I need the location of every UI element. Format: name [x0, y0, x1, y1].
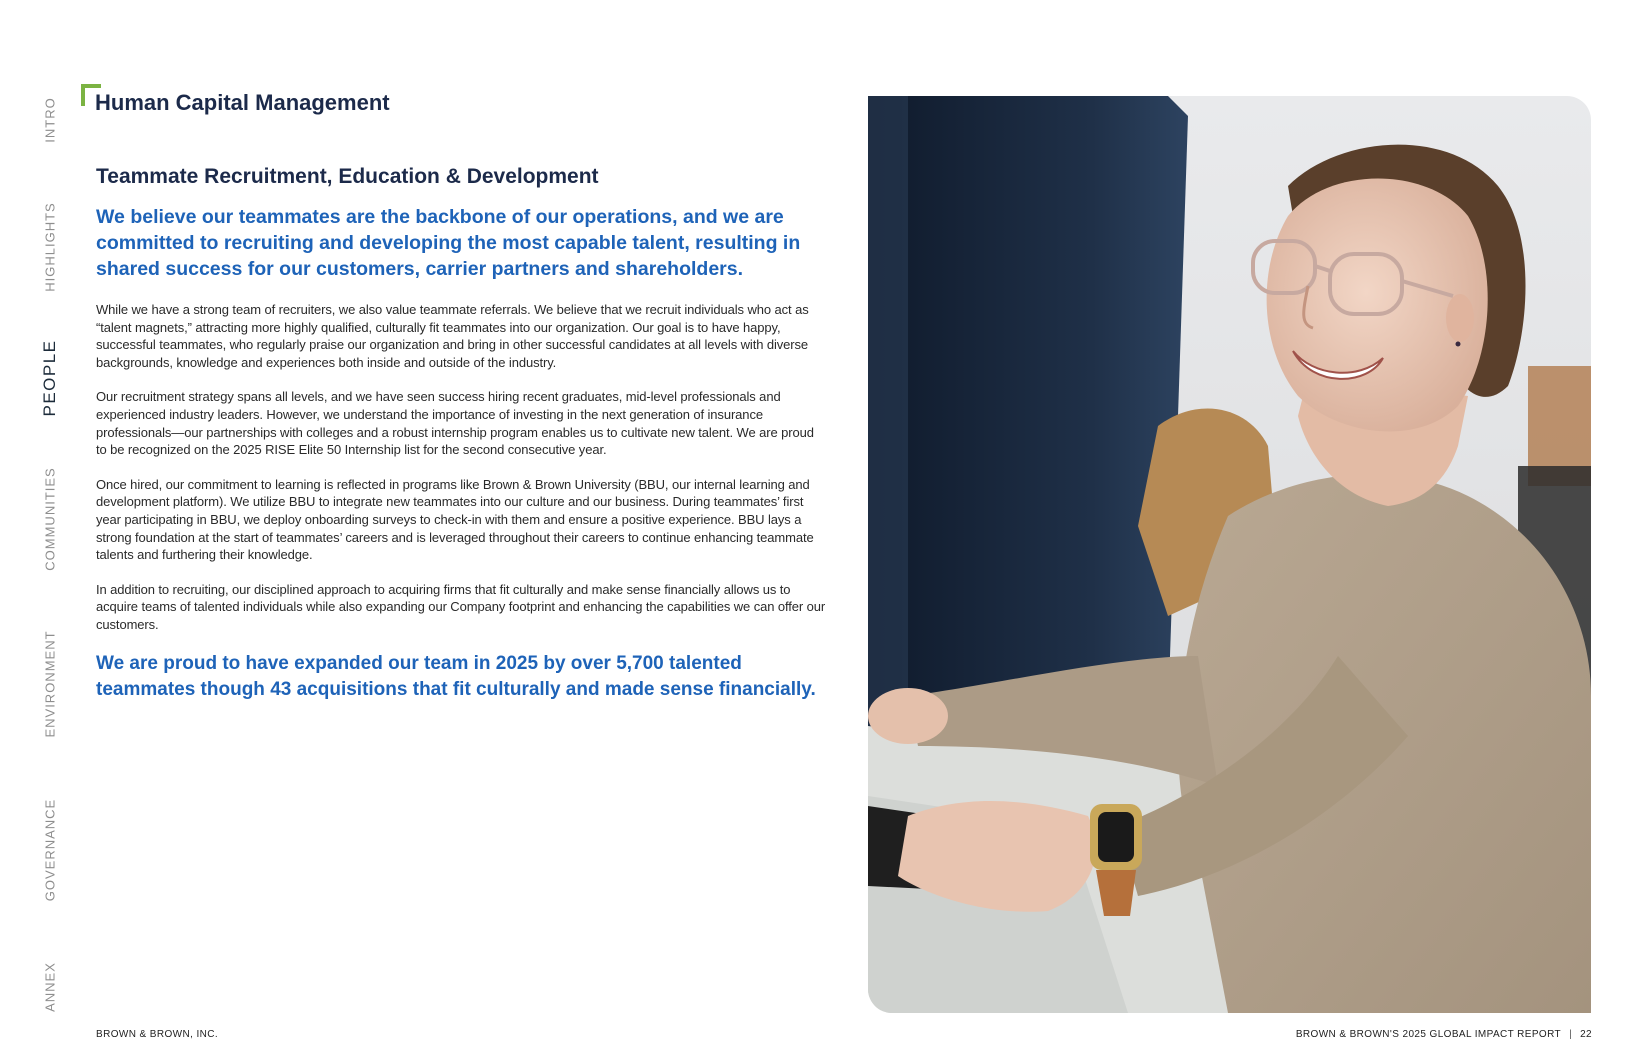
footer-separator: |: [1569, 1029, 1573, 1040]
body-paragraph-4: In addition to recruiting, our disciplined approach to acquiring firms that fit culturally and make sense financially allows us to acquire teams of talented individuals while also expanding our Company footprint and enhancing the capabilities we can offer our customers.: [96, 581, 826, 632]
nav-item-governance[interactable]: GOVERNANCE: [42, 798, 58, 902]
body-paragraph-3: Once hired, our commitment to learning is reflected in programs like Brown & Brown University (BBU, our internal learning and development platform). We utilize BBU to integrate new teammates into our culture and our business. During teammates’ first year participating in BBU, we deploy onboarding surveys to check-in with them and ensure a positive experience. BBU lays a strong foundation at the start of teammates’ careers and is leveraged throughout their careers to continue enhancing teammate talents and furthering their knowledge.: [96, 476, 814, 563]
watch-screen: [1098, 812, 1134, 862]
body-paragraph-1: While we have a strong team of recruiters, we also value teammate referrals. We believe that we recruit individuals who act as “talent magnets,” attracting more highly qualified, culturally fit teammates into our organization. Our goal is to have happy, successful teammates, who regularly praise our organization and bring in other successful candidates at all levels with diverse backgrounds, knowledge and experiences both inside and outside of the industry.: [96, 302, 809, 370]
nav-item-people[interactable]: PEOPLE: [40, 339, 59, 417]
body-paragraph-2: Our recruitment strategy spans all levels, and we have seen success hiring recent graduates, mid-level professionals and experienced industry leaders. However, we understand the importance of investing in the next generation of insurance professionals—our partnerships with colleges and a robust internship program enables us to cultivate new talent. We are proud to be recognized on the 2025 RISE Elite 50 Internship list for the second consecutive year.: [96, 389, 814, 458]
main-content: [96, 165, 826, 703]
footer-company: BROWN & BROWN, INC.: [96, 1029, 219, 1040]
sub-heading: Teammate Recruitment, Education & Development: [96, 165, 599, 188]
footer-report: [1296, 1029, 1592, 1040]
ear: [1446, 294, 1474, 342]
photo-illustration: [868, 96, 1591, 1013]
lead-quote: We believe our teammates are the backbone of our operations, and we are committed to recruiting and developing the most capable talent, resulting in shared success for our customers, carrier partners and shareholders.: [96, 206, 801, 280]
nav-item-environment[interactable]: ENVIRONMENT: [42, 630, 58, 738]
side-navigation: [0, 0, 80, 1056]
section-title: Human Capital Management: [95, 90, 390, 115]
nav-item-communities[interactable]: COMMUNITIES: [42, 467, 58, 571]
nav-item-intro[interactable]: INTRO: [42, 97, 58, 143]
teammate-photo: [868, 96, 1591, 1013]
footer-report-title: BROWN & BROWN'S 2025 GLOBAL IMPACT REPORT: [1295, 1029, 1562, 1040]
page-number: 22: [1580, 1029, 1592, 1040]
monitor-edge: [868, 96, 908, 756]
far-hand: [868, 688, 948, 744]
nav-item-highlights[interactable]: HIGHLIGHTS: [42, 202, 58, 292]
closing-quote: We are proud to have expanded our team in 2025 by over 5,700 talented teammates though 43 acquisitions that fit culturally and made sense financially.: [96, 652, 816, 700]
nav-item-annex[interactable]: ANNEX: [42, 962, 58, 1012]
earring: [1456, 342, 1461, 347]
